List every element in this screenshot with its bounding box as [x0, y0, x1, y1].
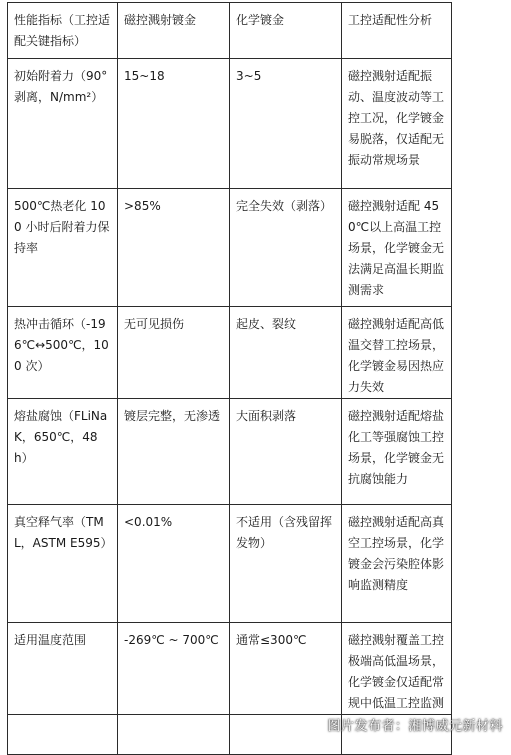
cell-text: 热冲击循环（-196℃↔500℃，100 次）	[14, 317, 109, 373]
table-cell	[8, 189, 118, 307]
table-header-row	[8, 3, 452, 59]
table-cell	[118, 307, 230, 399]
cell-text: 性能指标（工控适配关键指标）	[14, 13, 111, 48]
table-row	[8, 623, 452, 715]
cell-text: <0.01%	[124, 515, 173, 529]
cell-text: 磁控溅射适配 450℃以上高温工控场景，化学镀金无法满足高温长期监测需求	[348, 199, 445, 297]
table-cell	[8, 399, 118, 505]
header-cell	[342, 3, 452, 59]
watermark: 图片发布者：湘博威元新材料	[327, 719, 503, 734]
table-row	[8, 59, 452, 189]
cell-text: 无可见损伤	[124, 317, 185, 331]
table-row	[8, 505, 452, 623]
cell-text: 磁控溅射适配高真空工控场景，化学镀金会污染腔体影响监测精度	[348, 515, 445, 592]
cell-text: >85%	[124, 199, 161, 213]
cell-text: 不适用（含残留挥发物）	[236, 515, 333, 550]
table-cell	[342, 399, 452, 505]
table-cell	[230, 189, 342, 307]
table-cell	[342, 59, 452, 189]
cell-text: 镀层完整，无渗透	[124, 409, 221, 423]
table-cell	[118, 399, 230, 505]
table-cell	[8, 623, 118, 715]
cell-text: 真空释气率（TML，ASTM E595）	[14, 515, 113, 550]
cell-text: 15~18	[124, 69, 165, 83]
table-cell	[230, 715, 342, 755]
table-cell	[118, 59, 230, 189]
table-cell	[342, 623, 452, 715]
table-cell	[118, 505, 230, 623]
cell-text: 磁控溅射适配振动、温度波动等工控工况，化学镀金易脱落，仅适配无振动常规场景	[348, 69, 445, 167]
table-cell	[342, 189, 452, 307]
table-cell	[118, 623, 230, 715]
cell-text: -269℃ ~ 700℃	[124, 633, 219, 647]
table-row	[8, 307, 452, 399]
cell-text: 适用温度范围	[14, 633, 87, 647]
cell-text: 工控适配性分析	[348, 13, 433, 27]
table-row	[8, 189, 452, 307]
table-cell	[230, 307, 342, 399]
cell-text: 磁控溅射适配熔盐化工等强腐蚀工控场景，化学镀金无抗腐蚀能力	[348, 409, 445, 486]
cell-text: 初始附着力（90°剥离，N/mm²）	[14, 69, 108, 104]
comparison-table	[7, 2, 452, 755]
table-cell	[8, 505, 118, 623]
cell-text: 熔盐腐蚀（FLiNaK，650℃，48h）	[14, 409, 108, 465]
table-cell	[8, 715, 118, 755]
cell-text: 磁控溅射覆盖工控极端高低温场景，化学镀金仅适配常规中低温工控监测	[348, 633, 445, 710]
table-cell	[230, 399, 342, 505]
table-cell	[230, 623, 342, 715]
cell-text: 化学镀金	[236, 13, 285, 27]
cell-text: 3~5	[236, 69, 262, 83]
table-row	[8, 399, 452, 505]
header-cell	[118, 3, 230, 59]
cell-text: 磁控溅射适配高低温交替工控场景，化学镀金易因热应力失效	[348, 317, 445, 394]
cell-text: 通常≤300℃	[236, 633, 307, 647]
header-cell	[8, 3, 118, 59]
header-cell	[230, 3, 342, 59]
table-cell	[230, 505, 342, 623]
cell-text: 大面积剥落	[236, 409, 297, 423]
table-cell	[342, 307, 452, 399]
cell-text: 500℃热老化 100 小时后附着力保持率	[14, 199, 110, 255]
table-cell	[342, 505, 452, 623]
cell-text: 完全失效（剥落）	[236, 199, 333, 213]
cell-text: 磁控溅射镀金	[124, 13, 197, 27]
table-cell	[8, 307, 118, 399]
table-cell	[118, 189, 230, 307]
table-cell	[8, 59, 118, 189]
table-cell	[118, 715, 230, 755]
table-cell	[230, 59, 342, 189]
cell-text: 起皮、裂纹	[236, 317, 297, 331]
